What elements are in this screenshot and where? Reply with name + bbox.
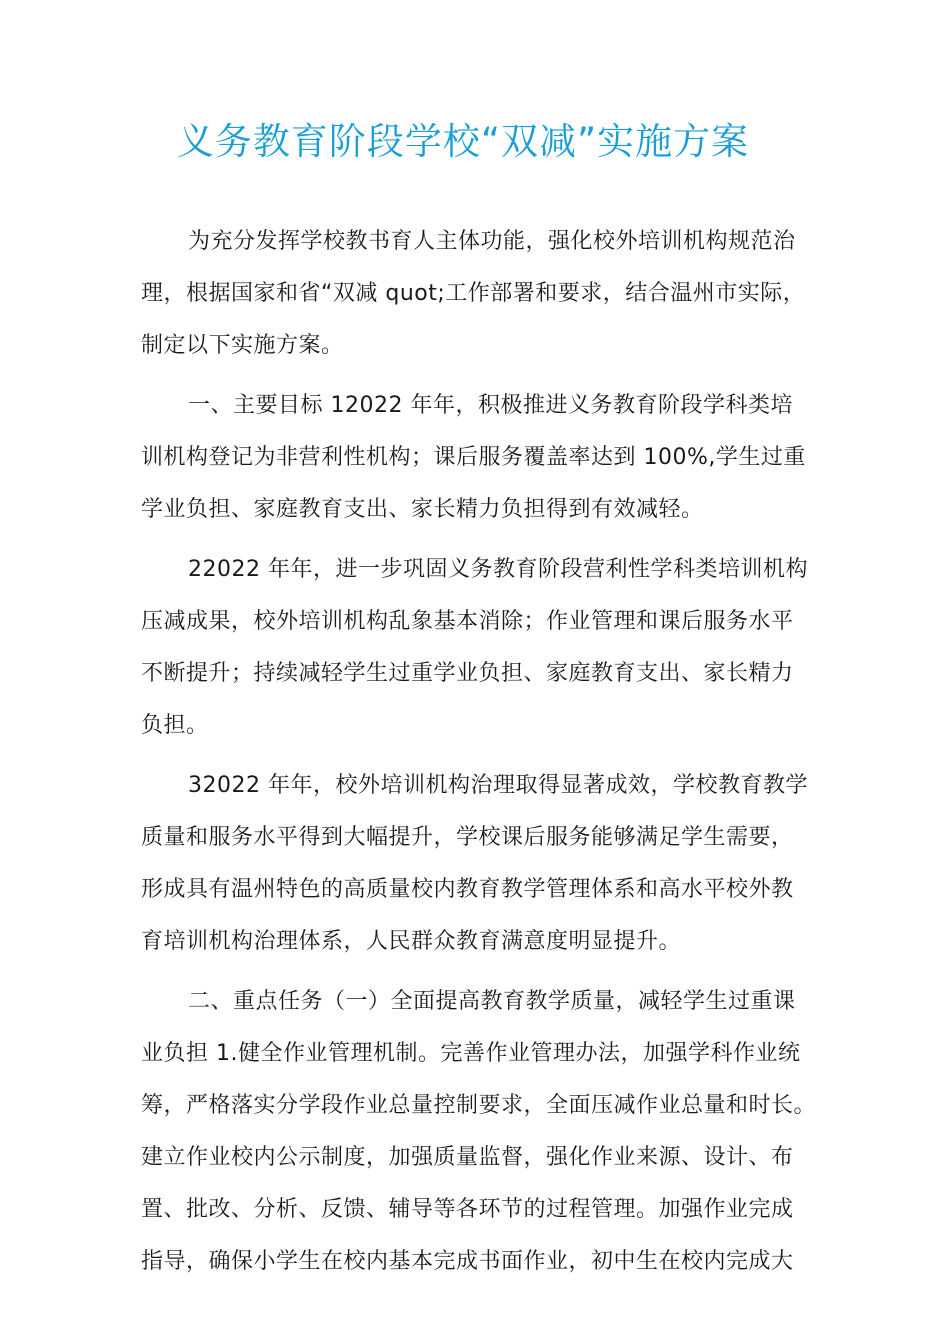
- body-line: 学业负担、家庭教育支出、家长精力负担得到有效减轻。: [141, 497, 704, 522]
- body-line: 质量和服务水平得到大幅提升，学校课后服务能够满足学生需要，: [141, 825, 794, 850]
- body-line: 形成具有温州特色的高质量校内教育教学管理体系和高水平校外教: [141, 877, 794, 902]
- body-line: 22022 年年，进一步巩固义务教育阶段营利性学科类培训机构: [188, 557, 808, 582]
- document-body: [141, 216, 821, 1288]
- body-line: 筹，严格落实分学段作业总量控制要求，全面压减作业总量和时长。: [141, 1093, 817, 1118]
- body-line: 压减成果，校外培训机构乱象基本消除；作业管理和课后服务水平: [141, 609, 794, 634]
- body-line: 为充分发挥学校教书育人主体功能，强化校外培训机构规范治: [188, 229, 796, 254]
- body-line: 制定以下实施方案。: [141, 333, 344, 358]
- body-line: 一、主要目标 12022 年年，积极推进义务教育阶段学科类培: [188, 393, 793, 418]
- document-title: 义务教育阶段学校“双减”实施方案: [176, 120, 750, 163]
- body-line: 训机构登记为非营利性机构；课后服务覆盖率达到 100%,学生过重: [141, 445, 806, 470]
- body-line: 二、重点任务（一）全面提高教育教学质量，减轻学生过重课: [188, 989, 796, 1014]
- body-line: 业负担 1.健全作业管理机制。完善作业管理办法，加强学科作业统: [141, 1041, 801, 1066]
- body-line: 负担。: [141, 713, 209, 738]
- body-line: 指导，确保小学生在校内基本完成书面作业，初中生在校内完成大: [141, 1249, 794, 1274]
- body-line: 32022 年年，校外培训机构治理取得显著成效，学校教育教学: [188, 773, 808, 798]
- body-line: 理，根据国家和省“双减 quot;工作部署和要求，结合温州市实际，: [141, 281, 806, 306]
- body-line: 建立作业校内公示制度，加强质量监督，强化作业来源、设计、布: [141, 1145, 794, 1170]
- body-line: 不断提升；持续减轻学生过重学业负担、家庭教育支出、家长精力: [141, 661, 794, 686]
- body-line: 置、批改、分析、反馈、辅导等各环节的过程管理。加强作业完成: [141, 1197, 794, 1222]
- body-line: 育培训机构治理体系，人民群众教育满意度明显提升。: [141, 929, 682, 954]
